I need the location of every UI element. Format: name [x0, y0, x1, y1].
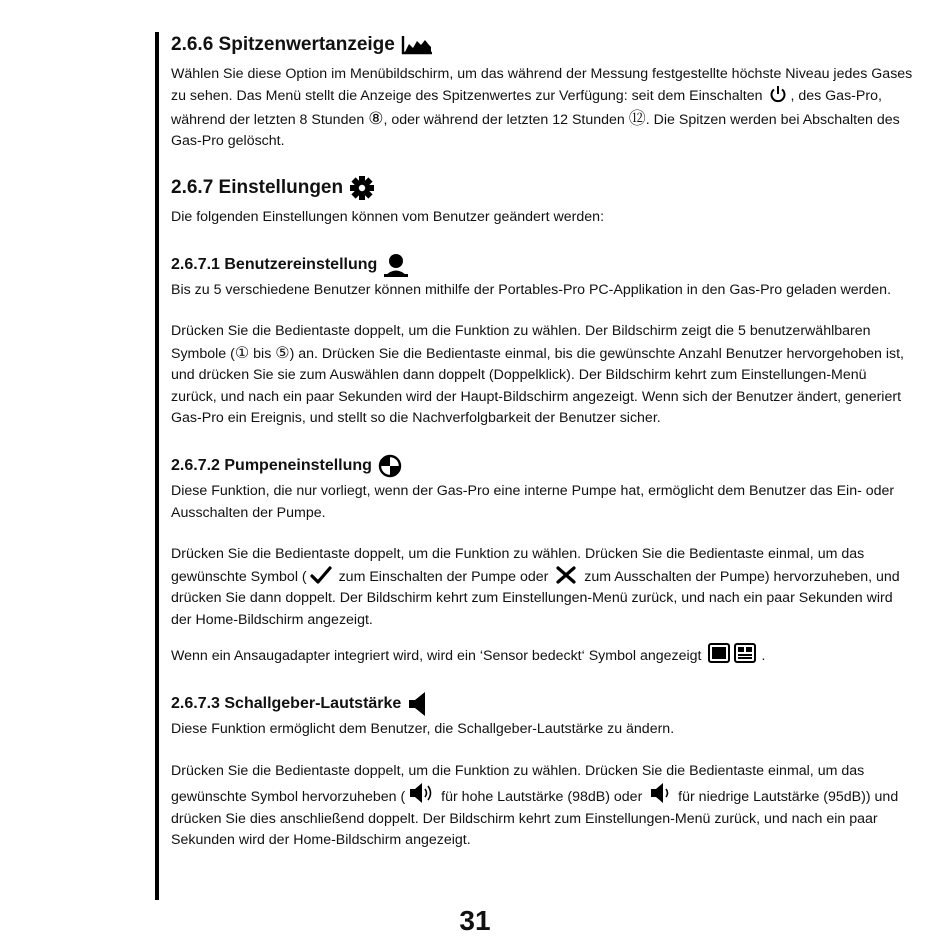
user-symbol-5: ⑤	[275, 344, 290, 362]
heading-einstellungen: 2.6.7 Einstellungen	[171, 173, 916, 203]
heading-benutzereinstellung: 2.6.7.1 Benutzereinstellung	[171, 252, 916, 278]
paragraph-schallgeber-1: Diese Funktion ermöglicht dem Benutzer, die Schallgeber-Lautstärke zu ändern.	[171, 721, 675, 738]
paragraph-pumpe-2: Drücken Sie die Bedientaste doppelt, um die Funktion zu wählen. Drücken Sie die Bedientaste einmal, um das gewünschte Symbol ( zum Einschalten der Pumpe oder zum Ausschalten der Pumpe) hervorzuheben, und drücken Sie dann doppelt. Der Bildschirm kehrt zum Einstellungen-Menü zurück, und nach ein paar Sekunden wird der Home-Bildschirm angezeigt.	[171, 546, 900, 628]
power-icon	[769, 85, 787, 103]
user-symbol-1: ①	[234, 344, 250, 362]
heading-pumpeneinstellung: 2.6.7.2 Pumpeneinstellung	[171, 453, 916, 479]
page-number: 31	[459, 905, 491, 936]
peak-chart-icon	[401, 35, 433, 55]
paragraph-pumpe-3: Wenn ein Ansaugadapter integriert wird, wird ein ‘Sensor bedeckt‘ Symbol angezeigt .	[171, 643, 916, 667]
user-icon	[383, 253, 409, 277]
cross-icon	[555, 566, 577, 584]
eight-hours-icon: ⑧	[368, 108, 384, 128]
pump-icon	[378, 454, 402, 478]
paragraph-benutzer-1: Bis zu 5 verschiedene Benutzer können mithilfe der Portables-Pro PC-Applikation in den Gas-Pro geladen werden.	[171, 282, 892, 299]
speaker-low-icon	[649, 782, 671, 804]
check-icon	[310, 566, 332, 584]
page-content	[171, 30, 916, 851]
gear-icon	[349, 175, 375, 201]
heading-spitzenwertanzeige: 2.6.6 Spitzenwertanzeige	[171, 30, 916, 60]
paragraph-schallgeber-2: Drücken Sie die Bedientaste doppelt, um die Funktion zu wählen. Drücken Sie die Bedientaste einmal, um das gewünschte Symbol hervorzuheben ( für hohe Lautstärke (98dB) oder für niedrige Lautstärke (95dB)) und drücken Sie dies anschließend doppelt. Der Bildschirm kehrt zum Einstellungen-Menü zurück, und nach ein paar Sekunden wird der Home-Bildschirm angezeigt.	[171, 762, 899, 848]
paragraph-spitzenwert: Wählen Sie diese Option im Menübildschirm, um das während der Messung festgestellte höchste Niveau jedes Gases zu sehen. Das Menü stellt die Anzeige des Spitzenwertes zur Verfügung: seit dem Einschalten , des Gas-Pro, während der letzten 8 Stunden ⑧, oder während der letzten 12 Stunden ⑫. Die Spitzen werden bei Abschalten des Gas-Pro gelöscht.	[171, 66, 913, 150]
paragraph-einstellungen: Die folgenden Einstellungen können vom Benutzer geändert werden:	[171, 208, 605, 225]
margin-rule	[155, 32, 159, 900]
paragraph-pumpe-1: Diese Funktion, die nur vorliegt, wenn der Gas-Pro eine interne Pumpe hat, ermöglicht dem Benutzer das Ein- oder Ausschalten der Pumpe.	[171, 483, 895, 521]
sensor-covered-icon	[708, 643, 758, 663]
speaker-icon	[407, 691, 429, 717]
speaker-high-icon	[408, 782, 434, 804]
paragraph-benutzer-2: Drücken Sie die Bedientaste doppelt, um die Funktion zu wählen. Der Bildschirm zeigt die 5 benutzerwählbaren Symbole (① bis ⑤) an. Drücken Sie die Bedientaste einmal, bis die gewünschte Anzahl Benutzer hervorgehoben ist, und drücken Sie sie zum Auswählen dann doppelt (Doppelklick). Der Bildschirm kehrt zum Einstellungen-Menü zurück, und nach ein paar Sekunden wird der Haupt-Bildschirm angezeigt. Wenn sich der Benutzer ändert, generiert Gas-Pro ein Ereignis, und stellt so die Nachverfolgbarkeit der Benutzer sicher.	[171, 323, 904, 427]
twelve-hours-icon: ⑫	[628, 108, 646, 128]
heading-schallgeber: 2.6.7.3 Schallgeber-Lautstärke	[171, 691, 916, 717]
